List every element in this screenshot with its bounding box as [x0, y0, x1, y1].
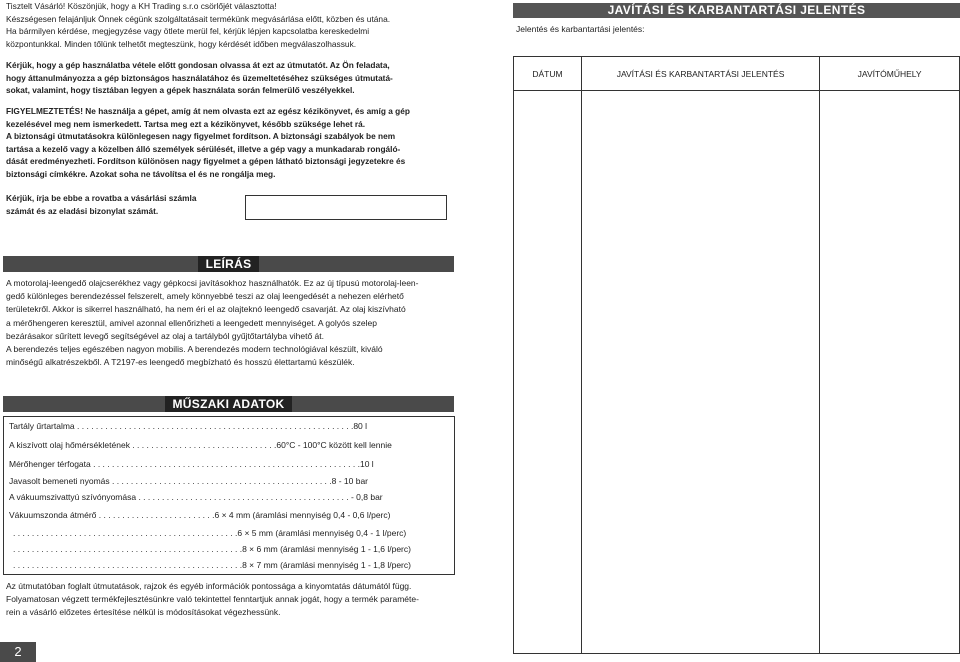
description-line: minőségű alkatrészekből. A T2197-es leengedő megbízható és hosszú élettartamú készülék. — [6, 357, 355, 368]
workshop-cell[interactable] — [820, 91, 960, 654]
spec-row: Javasolt bemeneti nyomás . . . . . . . . . . . . . . . . . . . . . . . . . . . . . . . . . . . . . . . . . . . . . . .8 - 10 bar — [9, 476, 369, 486]
notice-line: sokat, valamint, hogy tisztában legyen a gépek használata során felmerülő veszélyekkel. — [6, 85, 355, 96]
spec-row: Vákuumszonda átmérő . . . . . . . . . . . . . . . . . . . . . . . . .6 × 4 mm (áramlási mennyiség 0,4 - 0,6 l/perc) — [9, 510, 391, 520]
description-text — [6, 277, 456, 369]
maintenance-title: JAVÍTÁSI ÉS KARBANTARTÁSI JELENTÉS — [607, 3, 866, 17]
specs-header — [3, 396, 454, 412]
description-line: bezárásakor sűrített levegő segítségével az olaj a tartályból gyűjtőtartályba vihető át. — [6, 330, 324, 341]
description-title: LEÍRÁS — [198, 256, 260, 272]
description-line: A motorolaj-leengedő olajcserékhez vagy gépkocsi javításokhoz használhatók. Ez az új típusú motorolaj-leen- — [6, 278, 419, 288]
intro-line: Ha bármilyen kérdése, megjegyzése vagy ötlete merül fel, kérjük lépjen kapcsolatba kereskedelmi — [6, 26, 370, 37]
description-line: a mérőhengeren keresztül, amivel azonnal ellenőrizheti a leengedett mennyiséget. A golyós szelep — [6, 317, 377, 328]
spec-row: A vákuumszivattyú szívónyomása . . . . . . . . . . . . . . . . . . . . . . . . . . . . . . . . . . . . . . . . . . . . . - 0,8 bar — [9, 492, 383, 502]
page-number: 2 — [0, 642, 36, 662]
spec-row: . . . . . . . . . . . . . . . . . . . . . . . . . . . . . . . . . . . . . . . . . . . . . . . . .8 × 7 mm (áramlási mennyiség 1 - 1,8 l/perc) — [13, 560, 411, 570]
warning-line: dását eredményezheti. Fordítson különösen nagy figyelmet a gépen látható biztonsági jegyzetekre és — [6, 156, 406, 167]
intro-text — [6, 0, 454, 51]
specs-title: MŰSZAKI ADATOK — [165, 396, 293, 412]
description-header — [3, 256, 454, 272]
footer-line: Az útmutatóban foglalt útmutatások, rajzok és egyéb információk pontossága a kinyomtatás dátumától függ. — [6, 581, 412, 591]
column-header-workshop: JAVÍTÓMŰHELY — [820, 57, 960, 91]
report-cell[interactable] — [581, 91, 819, 654]
specs-table — [3, 416, 455, 575]
spec-row: A kiszívott olaj hőmérsékletének . . . . . . . . . . . . . . . . . . . . . . . . . . . . . . .60°C - 100°C között kell lennie — [9, 440, 392, 450]
spec-row: Mérőhenger térfogata . . . . . . . . . . . . . . . . . . . . . . . . . . . . . . . . . . . . . . . . . . . . . . . . . . . . . . . . .10 l — [9, 459, 374, 469]
intro-line: Készségesen felajánljuk Önnek cégünk szolgáltatásait termékünk megvásárlása előtt, közben és utána. — [6, 13, 391, 24]
spec-row: Tartály űrtartalma . . . . . . . . . . . . . . . . . . . . . . . . . . . . . . . . . . . . . . . . . . . . . . . . . . . . . . . . . . .80 l — [9, 421, 368, 431]
notice-line: hogy áttanulmányozza a gép biztonságos használatához és üzemeltetéséhez szükséges útmutatá- — [6, 72, 393, 83]
purchase-line: Kérjük, írja be ebbe a rovatba a vásárlási számla — [6, 193, 197, 203]
footer-note — [6, 580, 456, 619]
footer-line: rein a vásárló előzetes értesítése nélkül is módosításokat végezhessünk. — [6, 607, 281, 617]
purchase-prompt — [6, 192, 246, 217]
description-line: területekről. Akkor is sikerrel használható, ha nem éri el az olajteknó leengedő csavarját. Az olaj kiszívható — [6, 304, 406, 315]
spec-row: . . . . . . . . . . . . . . . . . . . . . . . . . . . . . . . . . . . . . . . . . . . . . . . .6 × 5 mm (áramlási mennyiség 0,4 - 1 l/perc) — [13, 528, 407, 538]
read-notice — [6, 59, 454, 97]
warning-line: A biztonsági útmutatásokra különlegesen nagy figyelmet fordítson. A biztonsági szabályok be nem — [6, 131, 396, 142]
warning-line: tartása a kezelő vagy a közelben álló személyek sérülését, illetve a gép vagy a munkadarab rongáló- — [6, 143, 401, 154]
maintenance-subtitle: Jelentés és karbantartási jelentés: — [516, 24, 645, 34]
maintenance-header — [513, 3, 960, 18]
column-header-date: DÁTUM — [514, 57, 582, 91]
maintenance-table — [513, 56, 960, 654]
spec-row: . . . . . . . . . . . . . . . . . . . . . . . . . . . . . . . . . . . . . . . . . . . . . . . . .8 × 6 mm (áramlási mennyiség 1 - 1,6 l/perc) — [13, 544, 411, 554]
purchase-line: számát és az eladási bizonylat számát. — [6, 205, 159, 216]
intro-line: központunkkal. Minden tőlünk telhetőt megteszünk, hogy kérdését időben megválaszolhassuk. — [6, 39, 357, 50]
warning-line: biztonsági címkékre. Azokat soha ne távolítsa el és ne rongálja meg. — [6, 168, 276, 179]
warning-line: FIGYELMEZTETÉS! Ne használja a gépet, amíg át nem olvasta ezt az egész kézikönyvet, és amíg a gép — [6, 106, 410, 116]
warning-line: kezelésével meg nem ismerkedett. Tartsa meg ezt a kézikönyvet, később szüksége lehet rá. — [6, 118, 366, 129]
description-line: A berendezés teljes egészében nagyon mobilis. A berendezés modern technológiával készült, kiváló — [6, 344, 383, 355]
intro-line: Tisztelt Vásárló! Köszönjük, hogy a KH Trading s.r.o csörlőjét választotta! — [6, 1, 277, 11]
footer-line: Folyamatosan végzett termékfejlesztésünkre való tekintettel fenntartjuk annak jogát, hogy a termék paraméte- — [6, 594, 419, 604]
date-cell[interactable] — [514, 91, 582, 654]
description-line: gedő különleges berendezéssel felszerelt, amely könnyebbé teszi az olaj leengedését a nehezen elérhető — [6, 291, 404, 302]
warning-block — [6, 105, 454, 181]
column-header-report: JAVÍTÁSI ÉS KARBANTARTÁSI JELENTÉS — [581, 57, 819, 91]
notice-line: Kérjük, hogy a gép használatba vétele előtt gondosan olvassa át ezt az útmutatót. Az Ön feladata, — [6, 60, 390, 70]
purchase-number-field[interactable] — [245, 195, 447, 220]
